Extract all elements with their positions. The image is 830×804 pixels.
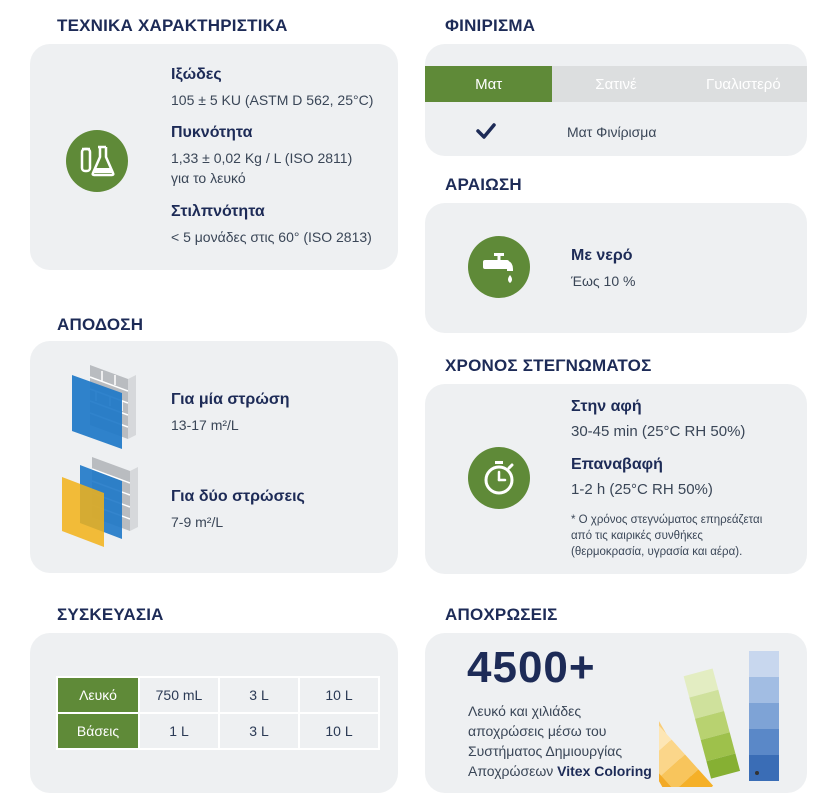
- table-cell: 3 L: [219, 713, 299, 749]
- density-note: για το λευκό: [171, 170, 246, 186]
- row-label: Λευκό: [57, 677, 139, 713]
- drying-note-line2: από τις καιρικές συνθήκες: [571, 530, 703, 542]
- recoat-label: Επαναβαφή: [571, 456, 663, 473]
- drying-card: [425, 384, 807, 574]
- checkmark-icon: [476, 122, 496, 145]
- yield-section-title: ΑΠΟΔΟΣΗ: [57, 315, 144, 334]
- thinning-value: Έως 10 %: [571, 273, 636, 289]
- table-cell: 10 L: [299, 677, 379, 713]
- wall-two-coats-icon: [60, 451, 156, 552]
- tab-matte[interactable]: Ματ: [425, 66, 552, 102]
- flask-icon: [66, 130, 128, 192]
- drying-section-title: ΧΡΟΝΟΣ ΣΤΕΓΝΩΜΑΤΟΣ: [445, 356, 652, 375]
- colors-line3: Συστήματος Δημιουργίας: [468, 743, 623, 759]
- density-label: Πυκνότητα: [171, 124, 253, 141]
- table-cell: 1 L: [139, 713, 219, 749]
- touch-dry-label: Στην αφή: [571, 398, 642, 415]
- one-coat-value: 13-17 m²/L: [171, 417, 239, 433]
- packaging-section-title: ΣΥΣΚΕΥΑΣΙΑ: [57, 605, 164, 624]
- thinning-label: Με νερό: [571, 247, 633, 264]
- colors-section-title: ΑΠΟΧΡΩΣΕΙΣ: [445, 605, 558, 624]
- recoat-value: 1-2 h (25°C RH 50%): [571, 481, 713, 498]
- colors-line4-prefix: Αποχρώσεων: [468, 763, 554, 779]
- viscosity-value: 105 ± 5 KU (ASTM D 562, 25°C): [171, 92, 374, 108]
- color-fan-deck-icon: [659, 647, 799, 792]
- table-cell: 750 mL: [139, 677, 219, 713]
- density-value: 1,33 ± 0,02 Kg / L (ISO 2811): [171, 150, 353, 166]
- row-label: Βάσεις: [57, 713, 139, 749]
- tab-satin[interactable]: Σατινέ: [552, 66, 679, 102]
- technical-card: [30, 44, 398, 270]
- color-count: 4500+: [467, 643, 596, 692]
- thinning-card: [425, 203, 807, 333]
- finish-tabs: [425, 66, 807, 102]
- yield-card: [30, 341, 398, 573]
- tab-gloss[interactable]: Γυαλιστερό: [680, 66, 807, 102]
- stopwatch-icon: [468, 447, 530, 509]
- table-cell: 3 L: [219, 677, 299, 713]
- brand-name: Vitex Coloring: [557, 763, 652, 779]
- one-coat-label: Για μία στρώση: [171, 391, 290, 408]
- technical-section-title: ΤΕΧΝΙΚΑ ΧΑΡΑΚΤΗΡΙΣΤΙΚΑ: [57, 16, 288, 35]
- touch-dry-value: 30-45 min (25°C RH 50%): [571, 423, 746, 440]
- two-coats-value: 7-9 m²/L: [171, 514, 224, 530]
- drying-note-line3: (θερμοκρασία, υγρασία και αέρα).: [571, 546, 743, 558]
- colors-line4: [468, 761, 652, 781]
- thinning-section-title: ΑΡΑΙΩΣΗ: [445, 175, 522, 194]
- gloss-label: Στιλπνότητα: [171, 203, 265, 220]
- drying-note-line1: * Ο χρόνος στεγνώματος επηρεάζεται: [571, 514, 763, 526]
- table-row: [57, 713, 379, 749]
- colors-line2: αποχρώσεις μέσω του: [468, 723, 607, 739]
- finish-section-title: ΦΙΝΙΡΙΣΜΑ: [445, 16, 536, 35]
- finish-check-text: Ματ Φινίρισμα: [567, 124, 657, 140]
- colors-line1: Λευκό και χιλιάδες: [468, 703, 582, 719]
- packaging-table: [56, 676, 380, 750]
- viscosity-label: Ιξώδες: [171, 66, 222, 83]
- water-tap-icon: [468, 236, 530, 298]
- wall-one-coat-icon: [70, 359, 154, 454]
- two-coats-label: Για δύο στρώσεις: [171, 488, 305, 505]
- table-row: [57, 677, 379, 713]
- gloss-value: < 5 μονάδες στις 60° (ISO 2813): [171, 229, 372, 245]
- colors-card: [425, 633, 807, 793]
- table-cell: 10 L: [299, 713, 379, 749]
